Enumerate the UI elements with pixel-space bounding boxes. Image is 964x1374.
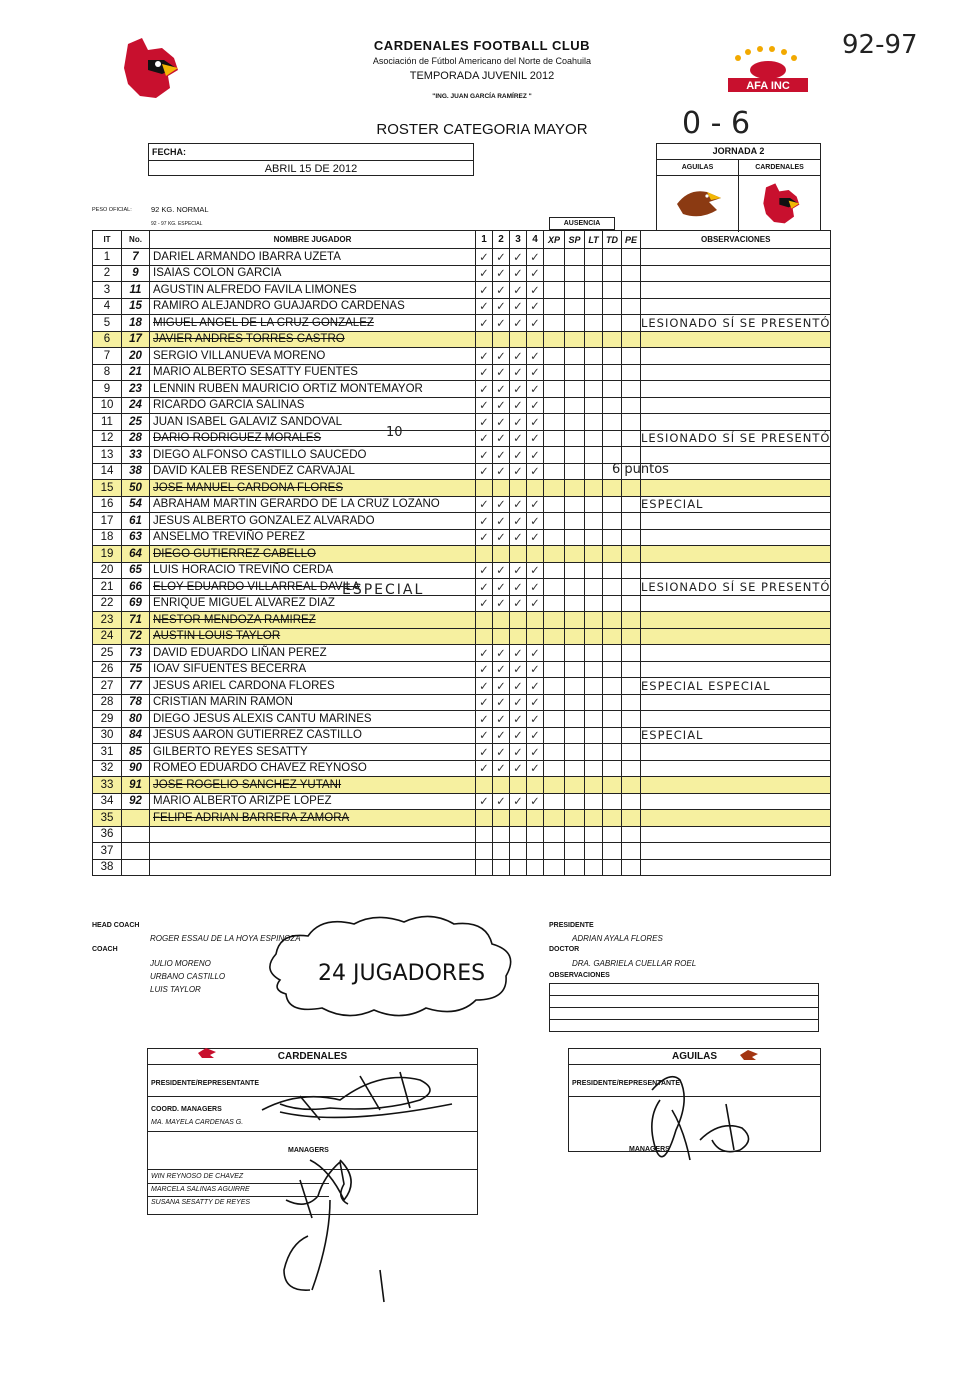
row-number: 72 [122, 628, 150, 645]
quarter-check-cell: ✓ [510, 727, 527, 744]
quarter-check-cell: ✓ [527, 463, 544, 480]
quarter-check-cell: ✓ [527, 727, 544, 744]
quarter-check-cell: ✓ [527, 562, 544, 579]
quarter-check-cell: ✓ [493, 315, 510, 332]
quarter-check-cell: ✓ [510, 760, 527, 777]
note-row13: 6 puntos [612, 462, 669, 477]
quarter-check-cell: ✓ [493, 414, 510, 431]
row-it: 35 [93, 810, 122, 827]
fecha-value: ABRIL 15 DE 2012 [264, 163, 358, 175]
header-obs: OBSERVACIONES [641, 231, 831, 249]
quarter-check-cell: ✓ [476, 496, 493, 513]
quarter-check-cell: ✓ [476, 760, 493, 777]
header-xp: XP [544, 231, 565, 249]
row-it: 11 [93, 414, 122, 431]
cardenales-president-signature [262, 1072, 452, 1120]
quarter-check-cell: ✓ [527, 711, 544, 728]
quarter-check-cell: ✓ [493, 298, 510, 315]
quarter-check-cell: ✓ [476, 579, 493, 596]
row-number: 64 [122, 546, 150, 563]
row-number: 28 [122, 430, 150, 447]
quarter-check-cell: ✓ [510, 265, 527, 282]
row-it: 2 [93, 265, 122, 282]
quarter-check-cell: ✓ [527, 793, 544, 810]
header-q1: 1 [476, 231, 493, 249]
afa-logo-text: AFA INC [746, 80, 790, 92]
quarter-check-cell: ✓ [493, 430, 510, 447]
quarter-check-cell: ✓ [510, 711, 527, 728]
quarter-check-cell: ✓ [510, 513, 527, 530]
player-name-text: RICARDO GARCIA SALINAS [153, 399, 305, 412]
quarter-check-cell: ✓ [527, 744, 544, 761]
association-name: Asociación de Fútbol Americano del Norte de Coahuila [372, 56, 592, 66]
row-number: 7 [122, 249, 150, 266]
quarter-check-cell: ✓ [510, 694, 527, 711]
player-name-text: DARIEL ARMANDO IBARRA UZETA [153, 250, 341, 263]
quarter-check-cell: ✓ [493, 727, 510, 744]
player-name-text: JUAN ISABEL GALAVIZ SANDOVAL [153, 415, 342, 428]
quarter-check-cell: ✓ [493, 529, 510, 546]
quarter-check-cell: ✓ [510, 595, 527, 612]
quarter-check-cell: ✓ [476, 430, 493, 447]
row-number: 80 [122, 711, 150, 728]
quarter-check-cell: ✓ [527, 298, 544, 315]
row-it: 19 [93, 546, 122, 563]
quarter-check-cell: ✓ [493, 381, 510, 398]
quarter-check-cell: ✓ [476, 678, 493, 695]
quarter-check-cell: ✓ [510, 381, 527, 398]
team-a-label: AGUILAS [657, 160, 739, 175]
row-number: 9 [122, 265, 150, 282]
player-name-text: MARIO ALBERTO ARIZPE LOPEZ [153, 795, 332, 808]
row-number: 78 [122, 694, 150, 711]
quarter-check-cell: ✓ [510, 282, 527, 299]
quarter-check-cell: ✓ [476, 694, 493, 711]
player-name-text: LENNIN RUBEN MAURICIO ORTIZ MONTEMAYOR [153, 382, 423, 395]
quarter-check-cell: ✓ [510, 414, 527, 431]
note-row20: ESPECIAL [342, 582, 425, 598]
row-number: 61 [122, 513, 150, 530]
row-observation: ESPECIAL ESPECIAL [641, 678, 831, 695]
head-coach-name: ROGER ESSAU DE LA HOYA ESPINOZA [150, 934, 301, 943]
quarter-check-cell: ✓ [493, 760, 510, 777]
row-number: 75 [122, 661, 150, 678]
quarter-check-cell: ✓ [527, 282, 544, 299]
quarter-check-cell: ✓ [493, 562, 510, 579]
quarter-check-cell: ✓ [527, 694, 544, 711]
club-title: CARDENALES FOOTBALL CLUB [373, 38, 591, 53]
quarter-check-cell: ✓ [527, 529, 544, 546]
player-name-text: FELIPE ADRIAN BARRERA ZAMORA [153, 811, 350, 824]
quarter-check-cell: ✓ [476, 529, 493, 546]
player-name-text: IOAV SIFUENTES BECERRA [153, 663, 307, 676]
player-name-text: ANSELMO TREVIÑO PEREZ [153, 531, 305, 544]
row-it: 7 [93, 348, 122, 365]
row-it: 25 [93, 645, 122, 662]
season-title: TEMPORADA JUVENIL 2012 [409, 70, 555, 82]
player-name-text: DIEGO GUTIERREZ CABELLO [153, 547, 316, 560]
row-it: 22 [93, 595, 122, 612]
quarter-check-cell: ✓ [476, 381, 493, 398]
player-name-text: DAVID EDUARDO LIÑAN PEREZ [153, 646, 327, 659]
quarter-check-cell: ✓ [493, 249, 510, 266]
row-number: 18 [122, 315, 150, 332]
row-it: 27 [93, 678, 122, 695]
quarter-check-cell: ✓ [476, 562, 493, 579]
quarter-check-cell: ✓ [493, 348, 510, 365]
quarter-check-cell: ✓ [527, 414, 544, 431]
player-name-text: MIGUEL ANGEL DE LA CRUZ GONZALEZ [153, 316, 374, 329]
row-number: 73 [122, 645, 150, 662]
coach-2: URBANO CASTILLO [150, 972, 226, 981]
row-it: 29 [93, 711, 122, 728]
quarter-check-cell: ✓ [527, 364, 544, 381]
coach-3: LUIS TAYLOR [150, 985, 201, 994]
peso-normal: 92 KG. NORMAL [151, 205, 209, 214]
quarter-check-cell: ✓ [510, 678, 527, 695]
handwritten-weight: 92-97 [842, 30, 918, 60]
cardenales-presidente-label: PRESIDENTE/REPRESENTANTE [151, 1080, 259, 1087]
quarter-check-cell: ✓ [510, 579, 527, 596]
quarter-check-cell: ✓ [493, 595, 510, 612]
row-it: 10 [93, 397, 122, 414]
player-name-text: JOSE MANUEL CARDONA FLORES [153, 481, 344, 494]
row-number: 91 [122, 777, 150, 794]
quarter-check-cell: ✓ [510, 463, 527, 480]
coordinator-signature [284, 1160, 351, 1290]
quarter-check-cell: ✓ [527, 645, 544, 662]
quarter-check-cell: ✓ [493, 579, 510, 596]
quarter-check-cell: ✓ [510, 397, 527, 414]
cloud-note: 24 JUGADORES [318, 961, 486, 986]
row-number: 21 [122, 364, 150, 381]
quarter-check-cell: ✓ [510, 348, 527, 365]
quarter-check-cell: ✓ [476, 744, 493, 761]
row-observation: ESPECIAL [641, 496, 831, 513]
row-number: 92 [122, 793, 150, 810]
row-number: 77 [122, 678, 150, 695]
row-it: 9 [93, 381, 122, 398]
quarter-check-cell: ✓ [510, 364, 527, 381]
quarter-check-cell: ✓ [510, 249, 527, 266]
row-number: 85 [122, 744, 150, 761]
managers-label: MANAGERS [288, 1147, 329, 1154]
row-it: 5 [93, 315, 122, 332]
row-it: 13 [93, 447, 122, 464]
manager-3: SUSANA SESATTY DE REYES [151, 1199, 251, 1206]
quarter-check-cell: ✓ [476, 513, 493, 530]
row-it: 14 [93, 463, 122, 480]
player-name-text: DARIO RODRIGUEZ MORALES [153, 432, 322, 445]
player-name-text: DIEGO ALFONSO CASTILLO SAUCEDO [153, 448, 367, 461]
header-q3: 3 [510, 231, 527, 249]
player-name-text: ABRAHAM MARTIN GERARDO DE LA CRUZ LOZANO [153, 498, 440, 511]
player-name-text: JAVIER ANDRES TORRES CASTRO [153, 333, 345, 346]
quarter-check-cell: ✓ [476, 793, 493, 810]
player-name-text: DAVID KALEB RESENDEZ CARVAJAL [153, 465, 355, 478]
peso-label: PESO OFICIAL: [92, 207, 132, 213]
handwritten-score: 0 - 6 [682, 106, 751, 141]
row-number: 33 [122, 447, 150, 464]
row-it: 30 [93, 727, 122, 744]
row-it: 4 [93, 298, 122, 315]
quarter-check-cell: ✓ [476, 298, 493, 315]
quarter-check-cell: ✓ [493, 744, 510, 761]
quarter-check-cell: ✓ [493, 793, 510, 810]
quarter-check-cell: ✓ [527, 348, 544, 365]
header-sp: SP [565, 231, 585, 249]
row-it: 33 [93, 777, 122, 794]
quarter-check-cell: ✓ [510, 496, 527, 513]
coord-managers-name: MA. MAYELA CARDENAS G. [151, 1119, 244, 1126]
quarter-check-cell: ✓ [493, 496, 510, 513]
presidente-name: ADRIAN AYALA FLORES [572, 934, 663, 943]
header-pe: PE [622, 231, 641, 249]
player-name-text: JESUS AARON GUTIERREZ CASTILLO [153, 729, 362, 742]
header-lt: LT [585, 231, 603, 249]
player-name-text: DIEGO JESUS ALEXIS CANTU MARINES [153, 712, 372, 725]
quarter-check-cell: ✓ [527, 595, 544, 612]
aguilas-president-signature [652, 1077, 749, 1160]
quarter-check-cell: ✓ [476, 463, 493, 480]
row-it: 17 [93, 513, 122, 530]
doctor-label: DOCTOR [549, 946, 580, 953]
row-it: 8 [93, 364, 122, 381]
player-name-text: CRISTIAN MARIN RAMON [153, 696, 293, 709]
fecha-label: FECHA: [149, 144, 473, 161]
player-name-text: MARIO ALBERTO SESATTY FUENTES [153, 366, 358, 379]
row-it: 38 [93, 859, 122, 876]
quarter-check-cell: ✓ [510, 529, 527, 546]
quarter-check-cell: ✓ [510, 430, 527, 447]
row-number: 65 [122, 562, 150, 579]
jornada-label: JORNADA 2 [657, 144, 820, 160]
ausencia-label: AUSENCIA [549, 217, 615, 230]
row-number: 69 [122, 595, 150, 612]
player-name-text: JESUS ARIEL CARDONA FLORES [153, 679, 335, 692]
quarter-check-cell: ✓ [476, 447, 493, 464]
player-name-text: ENRIQUE MIGUEL ALVAREZ DIAZ [153, 597, 335, 610]
quarter-check-cell: ✓ [476, 661, 493, 678]
note-row11: 10 [386, 425, 403, 440]
row-observation: ESPECIAL [641, 727, 831, 744]
roster-title: ROSTER CATEGORIA MAYOR [376, 121, 588, 138]
cardenales-sig-title: CARDENALES [148, 1049, 477, 1065]
row-number: 15 [122, 298, 150, 315]
row-observation: LESIONADO SÍ SE PRESENTÓ [641, 315, 831, 330]
row-it: 6 [93, 331, 122, 348]
quarter-check-cell: ✓ [527, 496, 544, 513]
quarter-check-cell: ✓ [527, 315, 544, 332]
quarter-check-cell: ✓ [527, 661, 544, 678]
quarter-check-cell: ✓ [510, 447, 527, 464]
row-observation: LESIONADO SÍ SE PRESENTÓ [641, 431, 831, 446]
row-it: 24 [93, 628, 122, 645]
row-number: 90 [122, 760, 150, 777]
quarter-check-cell: ✓ [493, 447, 510, 464]
quarter-check-cell: ✓ [493, 265, 510, 282]
row-it: 36 [93, 826, 122, 843]
aguilas-managers-label: MANAGERS [629, 1146, 670, 1153]
player-name-text: LUIS HORACIO TREVIÑO CERDA [153, 564, 333, 577]
player-name-text: SERGIO VILLANUEVA MORENO [153, 349, 326, 362]
row-it: 23 [93, 612, 122, 629]
quarter-check-cell: ✓ [493, 711, 510, 728]
observaciones-label: OBSERVACIONES [549, 972, 610, 979]
row-number: 17 [122, 331, 150, 348]
row-it: 28 [93, 694, 122, 711]
row-it: 15 [93, 480, 122, 497]
player-name-text: ROMEO EDUARDO CHAVEZ REYNOSO [153, 762, 367, 775]
quarter-check-cell: ✓ [493, 397, 510, 414]
header-q4: 4 [527, 231, 544, 249]
header-no: No. [122, 231, 150, 249]
quarter-check-cell: ✓ [527, 265, 544, 282]
row-number: 71 [122, 612, 150, 629]
quarter-check-cell: ✓ [493, 678, 510, 695]
row-number: 25 [122, 414, 150, 431]
coach-label: COACH [92, 946, 118, 953]
quarter-check-cell: ✓ [510, 298, 527, 315]
row-it: 37 [93, 843, 122, 860]
quarter-check-cell: ✓ [510, 661, 527, 678]
quarter-check-cell: ✓ [510, 793, 527, 810]
row-number: 66 [122, 579, 150, 596]
quarter-check-cell: ✓ [476, 282, 493, 299]
honoree: "ING. JUAN GARCÍA RAMÍREZ " [432, 93, 532, 100]
quarter-check-cell: ✓ [493, 645, 510, 662]
quarter-check-cell: ✓ [493, 463, 510, 480]
quarter-check-cell: ✓ [476, 645, 493, 662]
aguilas-presidente-label: PRESIDENTE/REPRESENTANTE [572, 1080, 680, 1087]
coord-managers-label: COORD. MANAGERS [151, 1106, 222, 1113]
quarter-check-cell: ✓ [527, 249, 544, 266]
player-name-text: ELOY EDUARDO VILLARREAL DAVILA [153, 580, 360, 593]
quarter-check-cell: ✓ [476, 727, 493, 744]
quarter-check-cell: ✓ [476, 265, 493, 282]
row-it: 31 [93, 744, 122, 761]
doctor-name: DRA. GABRIELA CUELLAR ROEL [572, 959, 697, 968]
row-number: 84 [122, 727, 150, 744]
manager-1: WIN REYNOSO DE CHAVEZ [151, 1173, 244, 1180]
player-name-text: JESUS ALBERTO GONZALEZ ALVARADO [153, 514, 375, 527]
row-number: 50 [122, 480, 150, 497]
row-it: 32 [93, 760, 122, 777]
head-coach-label: HEAD COACH [92, 922, 140, 929]
coach-1: JULIO MORENO [150, 959, 211, 968]
quarter-check-cell: ✓ [527, 430, 544, 447]
row-observation: LESIONADO SÍ SE PRESENTÓ [641, 579, 831, 594]
row-number: 38 [122, 463, 150, 480]
quarter-check-cell: ✓ [476, 348, 493, 365]
quarter-check-cell: ✓ [476, 711, 493, 728]
row-it: 34 [93, 793, 122, 810]
peso-especial: 92 - 97 KG. ESPECIAL [151, 221, 203, 227]
quarter-check-cell: ✓ [510, 562, 527, 579]
header-q2: 2 [493, 231, 510, 249]
row-number: 24 [122, 397, 150, 414]
player-name-text: AUSTIN LOUIS TAYLOR [153, 630, 281, 643]
row-it: 20 [93, 562, 122, 579]
quarter-check-cell: ✓ [476, 595, 493, 612]
player-name-text: RAMIRO ALEJANDRO GUAJARDO CARDENAS [153, 300, 405, 313]
row-number: 63 [122, 529, 150, 546]
quarter-check-cell: ✓ [527, 397, 544, 414]
aguilas-sig-title: AGUILAS [569, 1049, 820, 1065]
player-name-text: ISAIAS COLON GARCIA [153, 267, 282, 280]
header-name: NOMBRE JUGADOR [150, 231, 476, 249]
quarter-check-cell: ✓ [527, 513, 544, 530]
player-name-text: JOSE ROGELIO SANCHEZ YUTANI [153, 778, 342, 791]
quarter-check-cell: ✓ [493, 694, 510, 711]
quarter-check-cell: ✓ [493, 282, 510, 299]
row-it: 21 [93, 579, 122, 596]
quarter-check-cell: ✓ [476, 414, 493, 431]
header-td: TD [603, 231, 622, 249]
row-it: 1 [93, 249, 122, 266]
quarter-check-cell: ✓ [476, 249, 493, 266]
quarter-check-cell: ✓ [527, 760, 544, 777]
row-number: 54 [122, 496, 150, 513]
player-name-text: AGUSTIN ALFREDO FAVILA LIMONES [153, 283, 357, 296]
quarter-check-cell: ✓ [493, 661, 510, 678]
row-it: 3 [93, 282, 122, 299]
quarter-check-cell: ✓ [476, 364, 493, 381]
row-it: 16 [93, 496, 122, 513]
player-name-text: NESTOR MENDOZA RAMIREZ [153, 613, 316, 626]
quarter-check-cell: ✓ [527, 678, 544, 695]
presidente-label: PRESIDENTE [549, 922, 594, 929]
row-number: 11 [122, 282, 150, 299]
quarter-check-cell: ✓ [527, 381, 544, 398]
header-it: IT [93, 231, 122, 249]
row-it: 18 [93, 529, 122, 546]
row-number: 20 [122, 348, 150, 365]
manager-2: MARCELA SALINAS AGUIRRE [151, 1186, 250, 1193]
quarter-check-cell: ✓ [476, 315, 493, 332]
row-number: 23 [122, 381, 150, 398]
quarter-check-cell: ✓ [510, 744, 527, 761]
quarter-check-cell: ✓ [510, 645, 527, 662]
quarter-check-cell: ✓ [527, 447, 544, 464]
row-it: 26 [93, 661, 122, 678]
quarter-check-cell: ✓ [527, 579, 544, 596]
quarter-check-cell: ✓ [493, 513, 510, 530]
quarter-check-cell: ✓ [476, 397, 493, 414]
quarter-check-cell: ✓ [510, 315, 527, 332]
team-b-label: CARDENALES [755, 164, 804, 171]
player-name-text: GILBERTO REYES SESATTY [153, 745, 308, 758]
quarter-check-cell: ✓ [493, 364, 510, 381]
row-it: 12 [93, 430, 122, 447]
